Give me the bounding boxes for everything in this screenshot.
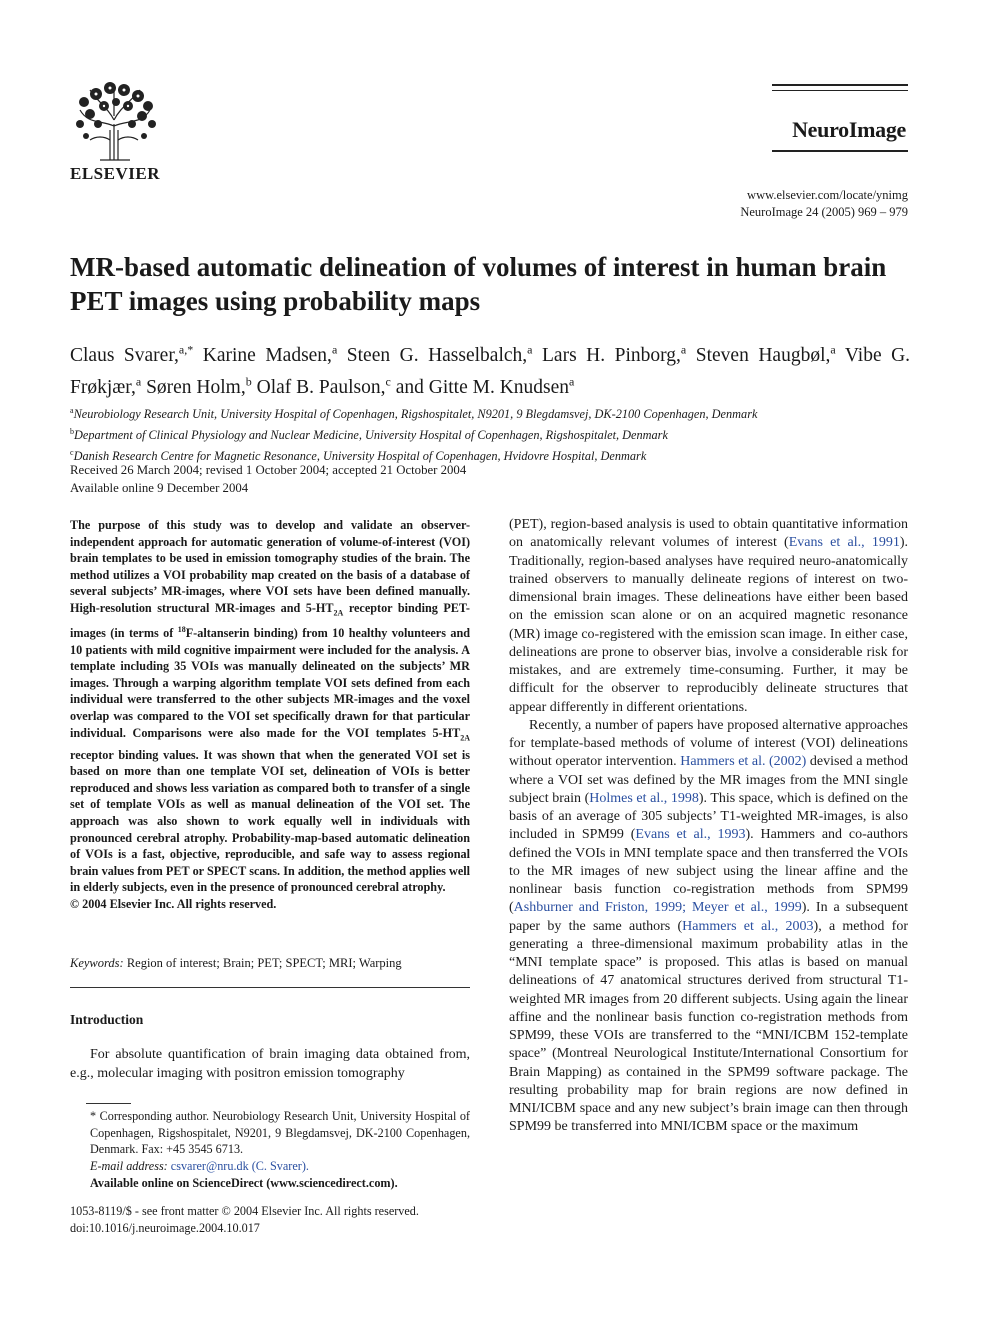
affiliations	[70, 402, 910, 465]
header-rule-bottom	[772, 150, 908, 152]
abstract-copyright: © 2004 Elsevier Inc. All rights reserved.	[70, 897, 277, 911]
corresponding-author-note: * Corresponding author. Neurobiology Research Unit, University Hospital of Copenhagen, Rigshospitalet, N9201, 9 Blegdamsvej, DK-2100 Copenhagen, Denmark. Fax: +45 3545 6713.	[90, 1109, 470, 1157]
introduction-heading: Introduction	[70, 1012, 144, 1027]
abstract-divider	[70, 987, 470, 988]
author: Vibe G. Frøkjær,$^a$	[70, 344, 911, 398]
citation-link[interactable]: Evans et al., 1991	[788, 535, 900, 551]
citation-link[interactable]: Ashburner and Friston, 1999; Meyer et al., 1999	[513, 900, 802, 916]
author: Claus Svarer,$^{a,*}$	[70, 342, 194, 366]
publisher-name: ELSEVIER	[70, 164, 160, 183]
citation-link[interactable]: Hammers et al. (2002)	[680, 754, 807, 770]
article-title: MR-based automatic delineation of volumes of interest in human brain PET images using probability maps	[70, 252, 887, 316]
citation-link[interactable]: Hammers et al., 2003	[682, 918, 814, 934]
header-rule-top	[772, 84, 908, 86]
journal-name: NeuroImage	[792, 117, 906, 142]
keywords-label: Keywords:	[70, 956, 124, 970]
paragraph: Recently, a number of papers have proposed alternative approaches for template-based methods of volume of interest (VOI) delineations without operator intervention. Hammers et al. (2002) devised a method where a VOI set was defined by the MR images from the MNI single subject brain (Holmes et al., 1998). This space, which is defined on the basis of an average of 305 subjects’ T1-weighted MR-images, is also included in SPM99 (Evans et al., 1993). Hammers and co-authors defined the VOIs in MNI template space and then transferred the VOIs to the MR images of new subject using the linear affine and the nonlinear basis function co-registration methods from SPM99 (Ashburner and Friston, 1999; Meyer et al., 1999). In a subsequent paper by the same authors (Hammers et al., 2003), a method for generating a three-dimensional maximum probability atlas in the “MNI template space” is proposed. This atlas is based on manual delineations of 47 anatomical structures derived from structural T1-weighted MR images from 20 different subjects. Using again the linear affine and the nonlinear basis function co-registration methods from SPM99, these VOIs are transferred to the “MNI/ICBM 152-template space” (Montreal Neurological Institute/International Consortium for Brain Mapping) as contained in the SPM99 software package. The resulting probability map for brain regions are now defined in MNI/ICBM space and any new subject’s brain image can then through SPM99 be transferred into MNI/ICBM space or the maximum	[509, 717, 909, 1135]
journal-citation: NeuroImage 24 (2005) 969 – 979	[740, 205, 908, 219]
author: Olaf B. Paulson,$^c$	[256, 374, 391, 398]
citation-link[interactable]: Evans et al., 1993	[635, 827, 746, 843]
author: Steven Haugbøl,$^a$	[695, 342, 836, 366]
right-column-text	[509, 516, 908, 1137]
paragraph: (PET), region-based analysis is used to obtain quantitative information on anatomically relevant volumes of interest (Evans et al., 1991). Traditionally, region-based analyses have required neuro-anatomically trained observers to manually delineate regions of interest on two-dimensional brain images. These delineations have either been based on the emission scan alone or on an acquired magnetic resonance (MR) image co-registered with the emission scan image. In either case, delineations are prone to observer bias, involve a considerable risk for mistakes, and are extremely time-consuming. Further, it may be difficult for the observer to reproducibly delineate structures that appear differently in different orientations.	[509, 517, 909, 715]
author: Karine Madsen,$^a$	[202, 342, 338, 366]
keywords	[70, 956, 470, 971]
footnote-rule	[86, 1103, 131, 1104]
introduction-paragraph: For absolute quantification of brain imaging data obtained from, e.g., molecular imaging with positron emission tomography	[70, 1047, 470, 1081]
author: Lars H. Pinborg,$^a$	[542, 342, 687, 366]
author-list	[70, 336, 910, 401]
doi-line: doi:10.1016/j.neuroimage.2004.10.017	[70, 1221, 260, 1235]
email-link[interactable]: csvarer@nru.dk (C. Svarer).	[170, 1159, 309, 1174]
author: and Gitte M. Knudsen$^a$	[395, 374, 575, 398]
author: Steen G. Hasselbalch,$^a$	[346, 342, 533, 366]
citation-link[interactable]: Holmes et al., 1998	[589, 790, 699, 806]
received-date: Received 26 March 2004; revised 1 October 2004; accepted 21 October 2004	[70, 463, 467, 477]
abstract: The purpose of this study was to develop and validate an observer-independent approach for automatic generation of volume-of-interest (VOI) brain templates to be used in emission tomography studies of the brain. The method utilizes a VOI probability map created on the basis of a database of several subjects’ MR-images, where VOI sets have been defined manually. High-resolution structural MR-images and $5-HT_{2A}$ receptor binding PET-images (in terms of $^{18}$F-altanserin binding) from 10 healthy volunteers and 10 patients with mild cognitive impairment were included for the analysis. A template including 35 VOIs was manually delineated on the subjects’ MR images. Through a warping algorithm template VOI sets defined from each individual were transferred to the other subjects MR-images and the voxel overlap was compared to the VOI set specifically drawn for that particular individual. Comparisons were also made for the VOI templates $5-HT_{2A}$ receptor binding values. It was shown that when the generated VOI set is based on more than one template VOI set, delineation of VOIs is better reproduced and shows less variation as compared both to transfer of a single set of template VOIs as well as manual delineation of the VOI set. The approach was also shown to work equally well in individuals with pronounced cerebral atrophy. Probability-map-based automatic delineation of VOIs is a fast, objective, reproducible, and safe way to assess regional brain values from PET or SPECT scans. In addition, the method applies well in elderly subjects, even in the presence of pronounced cerebral atrophy. © 2004 Elsevier Inc. All rights reserved.	[70, 518, 471, 911]
email-line: E-mail address: csvarer@nru.dk (C. Svarer).	[90, 1159, 309, 1174]
affiliation: $^b$Department of Clinical Physiology and Nuclear Medicine, University Hospital of Copenhagen, Rigshospitalet, Denmark	[70, 427, 668, 443]
journal-url[interactable]: www.elsevier.com/locate/ynimg	[747, 188, 908, 202]
keywords-text: Region of interest; Brain; PET; SPECT; MRI; Warping	[126, 956, 402, 970]
header-rule-second	[772, 90, 908, 91]
article-dates	[70, 461, 466, 497]
online-date: Available online 9 December 2004	[70, 481, 249, 495]
issn-line: 1053-8119/$ - see front matter © 2004 Elsevier Inc. All rights reserved.	[70, 1204, 419, 1218]
affiliation: $^a$Neurobiology Research Unit, University Hospital of Copenhagen, Rigshospitalet, N9201, 9 Blegdamsvej, DK-2100 Copenhagen, Denmark	[70, 406, 758, 422]
issn-doi	[70, 1203, 490, 1237]
sciencedirect-note: Available online on ScienceDirect (www.sciencedirect.com).	[90, 1175, 398, 1190]
affiliation: $^c$Danish Research Centre for Magnetic Resonance, University Hospital of Copenhagen, Hvidovre Hospital, Denmark	[70, 448, 647, 464]
footnote	[70, 1108, 470, 1192]
author: Søren Holm,$^b$	[146, 374, 252, 398]
